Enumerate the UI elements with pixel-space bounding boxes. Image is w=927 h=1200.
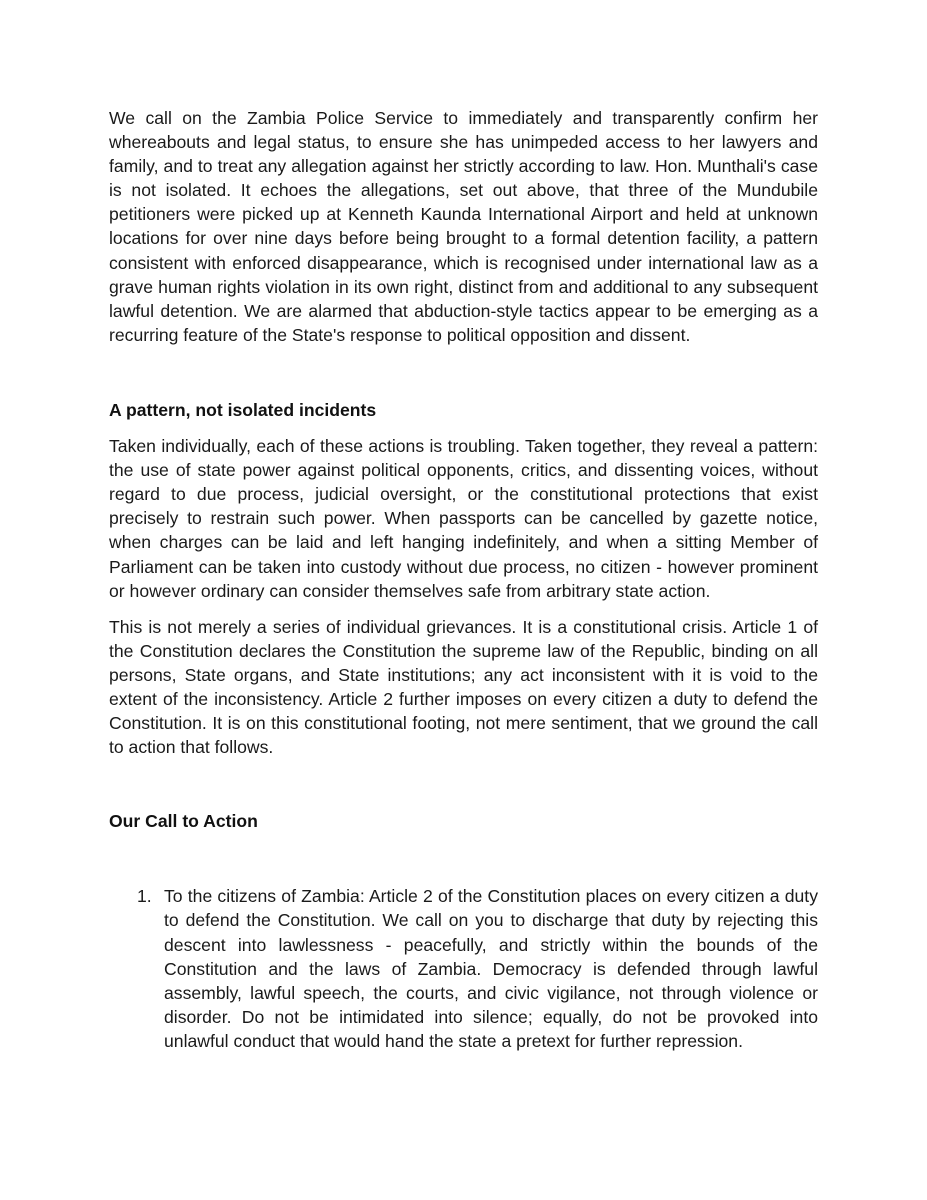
list-item-text: To the citizens of Zambia: Article 2 of the Constitution places on every citizen a duty to defend the Constitution. We call on you to discharge that duty by rejecting this descent into lawlessness - peacefully, and strictly within the bounds of the Constitution and the laws of Zambia. Democracy is defended through lawful assembly, lawful speech, the courts, and civic vigilance, not through violence or disorder. Do not be intimidated into silence; equally, do not be provoked into unlawful conduct that would hand the state a pretext for further repression. <box>164 886 818 1051</box>
call-to-action-list <box>109 884 818 1053</box>
list-item <box>109 884 818 1053</box>
section-heading-call-to-action: Our Call to Action <box>109 811 258 832</box>
section-heading-pattern: A pattern, not isolated incidents <box>109 399 377 420</box>
pattern-paragraph-1: Taken individually, each of these actions is troubling. Taken together, they reveal a pattern: the use of state power against political opponents, critics, and dissenting voices, without regard to due process, judicial oversight, or the constitutional protections that exist precisely to restrain such power. When passports can be cancelled by gazette notice, when charges can be laid and left hanging indefinitely, and when a sitting Member of Parliament can be taken into custody without due process, no citizen - however prominent or however ordinary can consider themselves safe from arbitrary state action. <box>109 436 818 601</box>
intro-paragraph: We call on the Zambia Police Service to immediately and transparently confirm her whereabouts and legal status, to ensure she has unimpeded access to her lawyers and family, and to treat any allegation against her strictly according to law. Hon. Munthali's case is not isolated. It echoes the allegations, set out above, that three of the Mundubile petitioners were picked up at Kenneth Kaunda International Airport and held at unknown locations for over nine days before being brought to a formal detention facility, a pattern consistent with enforced disappearance, which is recognised under international law as a grave human rights violation in its own right, distinct from and additional to any subsequent lawful detention. We are alarmed that abduction-style tactics appear to be emerging as a recurring feature of the State's response to political opposition and dissent. <box>109 108 818 345</box>
list-item-number: 1. <box>137 886 152 907</box>
pattern-paragraph-2: This is not merely a series of individual grievances. It is a constitutional crisis. Article 1 of the Constitution declares the Constitution the supreme law of the Republic, binding on all persons, State organs, and State institutions; any act inconsistent with it is void to the extent of the inconsistency. Article 2 further imposes on every citizen a duty to defend the Constitution. It is on this constitutional footing, not mere sentiment, that we ground the call to action that follows. <box>109 616 818 758</box>
document-body <box>109 106 818 1053</box>
